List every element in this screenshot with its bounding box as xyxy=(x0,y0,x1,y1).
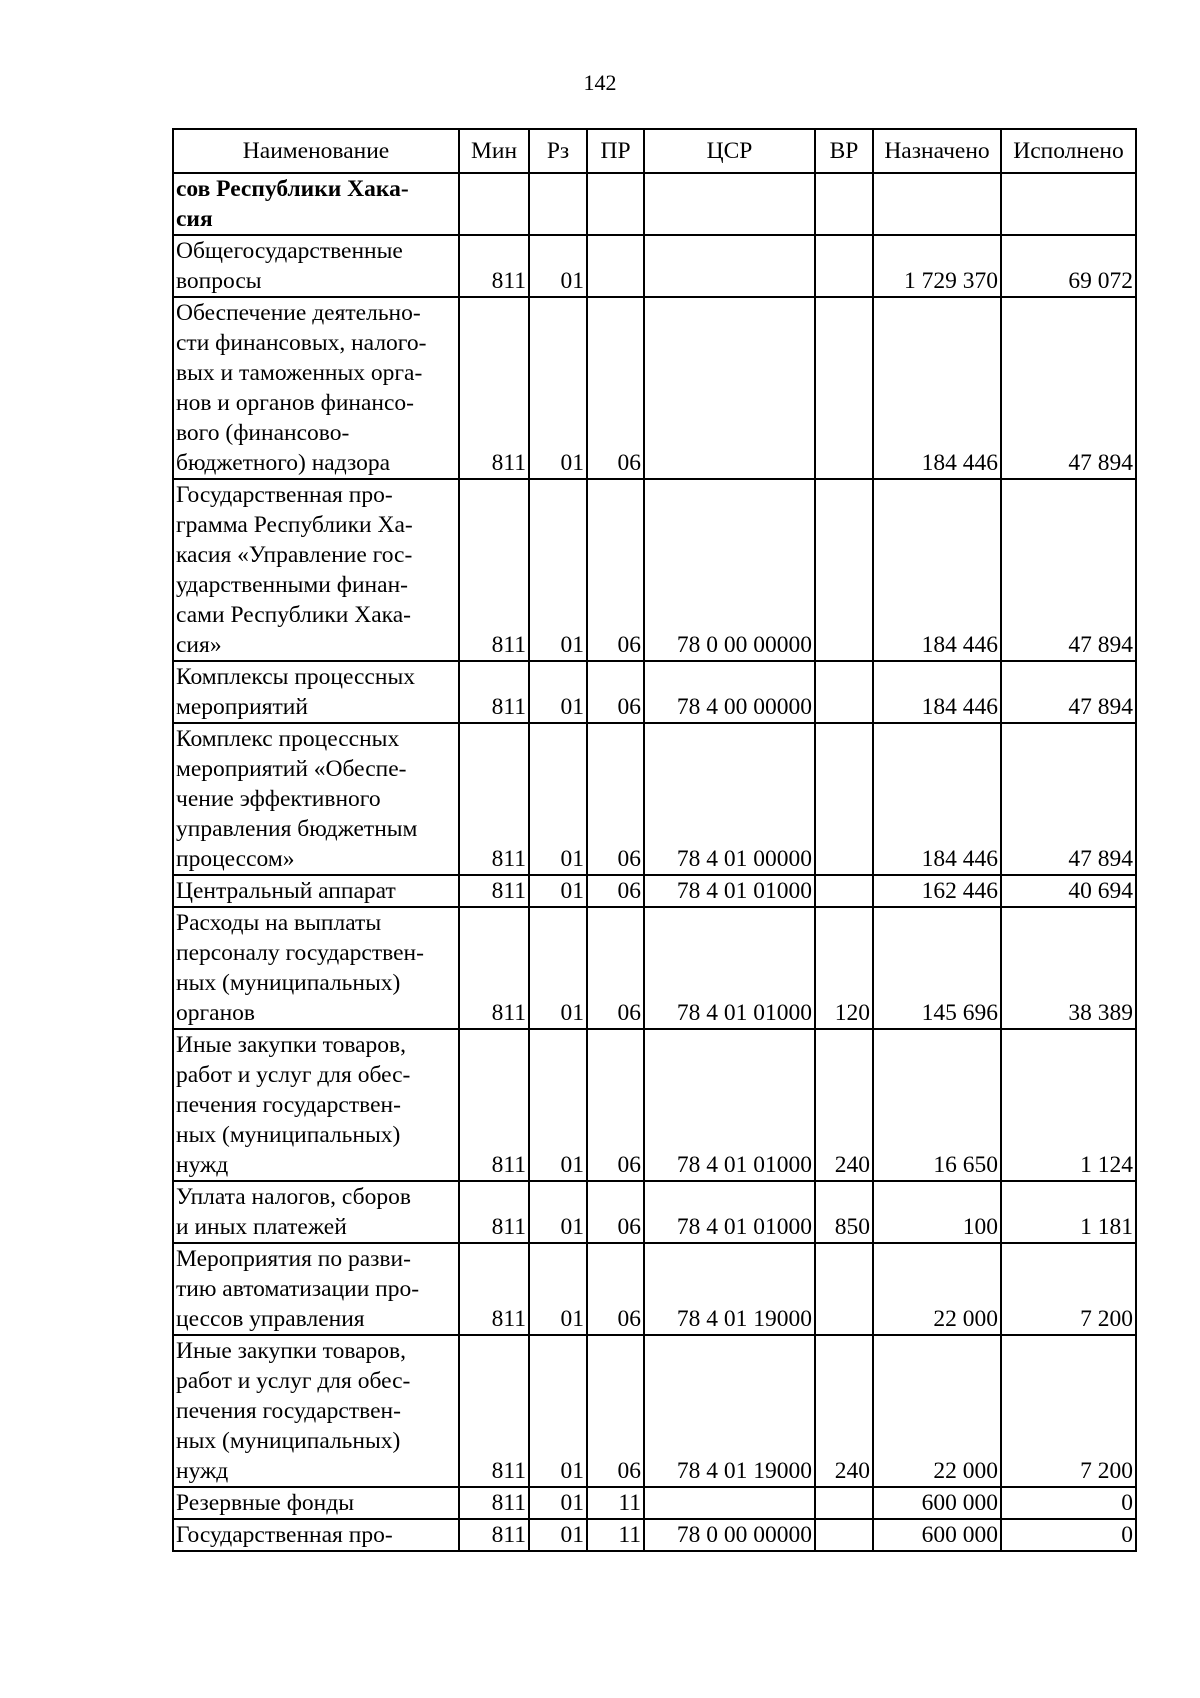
header-assigned: Назначено xyxy=(873,129,1001,173)
cell-csr: 78 0 00 00000 xyxy=(644,479,815,661)
cell-min: 811 xyxy=(459,1243,529,1335)
header-row xyxy=(173,129,1136,173)
header-executed: Исполнено xyxy=(1001,129,1136,173)
table-row xyxy=(173,1029,1136,1181)
table-row xyxy=(173,479,1136,661)
table-row xyxy=(173,875,1136,907)
cell-vr xyxy=(815,875,873,907)
cell-pr: 06 xyxy=(587,661,644,723)
cell-executed: 47 894 xyxy=(1001,297,1136,479)
cell-name: Мероприятия по разви- тию автоматизации про- цессов управления xyxy=(173,1243,459,1335)
table-row xyxy=(173,907,1136,1029)
table-row xyxy=(173,1335,1136,1487)
cell-vr xyxy=(815,723,873,875)
cell-vr xyxy=(815,1243,873,1335)
cell-pr xyxy=(587,235,644,297)
cell-name: сов Республики Хака- сия xyxy=(173,173,459,235)
cell-rz: 01 xyxy=(529,907,587,1029)
cell-pr: 06 xyxy=(587,479,644,661)
cell-name: Комплекс процессных мероприятий «Обеспе- чение эффективного управления бюджетным процессом» xyxy=(173,723,459,875)
cell-pr: 06 xyxy=(587,1243,644,1335)
cell-csr xyxy=(644,297,815,479)
table-row xyxy=(173,173,1136,235)
cell-min: 811 xyxy=(459,297,529,479)
cell-csr: 78 4 01 01000 xyxy=(644,907,815,1029)
cell-assigned: 100 xyxy=(873,1181,1001,1243)
cell-rz xyxy=(529,173,587,235)
header-name: Наименование xyxy=(173,129,459,173)
cell-pr: 06 xyxy=(587,1335,644,1487)
cell-name: Расходы на выплаты персоналу государствен- ных (муниципальных) органов xyxy=(173,907,459,1029)
cell-assigned: 184 446 xyxy=(873,661,1001,723)
cell-min: 811 xyxy=(459,479,529,661)
cell-executed: 1 124 xyxy=(1001,1029,1136,1181)
table-row xyxy=(173,297,1136,479)
cell-vr xyxy=(815,1487,873,1519)
cell-csr: 78 4 01 00000 xyxy=(644,723,815,875)
cell-csr xyxy=(644,173,815,235)
cell-vr xyxy=(815,661,873,723)
cell-executed: 7 200 xyxy=(1001,1243,1136,1335)
cell-csr: 78 0 00 00000 xyxy=(644,1519,815,1551)
cell-csr: 78 4 01 01000 xyxy=(644,1029,815,1181)
cell-vr: 120 xyxy=(815,907,873,1029)
cell-executed: 47 894 xyxy=(1001,479,1136,661)
header-vr: ВР xyxy=(815,129,873,173)
cell-csr: 78 4 01 19000 xyxy=(644,1243,815,1335)
cell-rz: 01 xyxy=(529,875,587,907)
cell-assigned: 22 000 xyxy=(873,1243,1001,1335)
cell-pr: 06 xyxy=(587,723,644,875)
table-row xyxy=(173,1243,1136,1335)
budget-table xyxy=(172,128,1137,1552)
cell-csr xyxy=(644,235,815,297)
cell-name: Центральный аппарат xyxy=(173,875,459,907)
cell-assigned xyxy=(873,173,1001,235)
table-row xyxy=(173,1181,1136,1243)
table-row xyxy=(173,235,1136,297)
cell-assigned: 1 729 370 xyxy=(873,235,1001,297)
cell-min: 811 xyxy=(459,1519,529,1551)
cell-vr xyxy=(815,479,873,661)
cell-vr: 850 xyxy=(815,1181,873,1243)
cell-min: 811 xyxy=(459,907,529,1029)
cell-executed: 47 894 xyxy=(1001,723,1136,875)
cell-rz: 01 xyxy=(529,297,587,479)
cell-pr xyxy=(587,173,644,235)
cell-min xyxy=(459,173,529,235)
cell-assigned: 184 446 xyxy=(873,297,1001,479)
cell-min: 811 xyxy=(459,235,529,297)
cell-name: Комплексы процессных мероприятий xyxy=(173,661,459,723)
cell-rz: 01 xyxy=(529,1243,587,1335)
cell-assigned: 600 000 xyxy=(873,1487,1001,1519)
cell-executed: 40 694 xyxy=(1001,875,1136,907)
cell-assigned: 184 446 xyxy=(873,723,1001,875)
cell-pr: 06 xyxy=(587,1029,644,1181)
cell-name: Общегосударственные вопросы xyxy=(173,235,459,297)
cell-csr: 78 4 01 01000 xyxy=(644,875,815,907)
cell-assigned: 16 650 xyxy=(873,1029,1001,1181)
cell-executed xyxy=(1001,173,1136,235)
cell-csr: 78 4 01 01000 xyxy=(644,1181,815,1243)
cell-vr: 240 xyxy=(815,1335,873,1487)
table-row xyxy=(173,1487,1136,1519)
table-body xyxy=(173,173,1136,1551)
cell-vr xyxy=(815,173,873,235)
cell-min: 811 xyxy=(459,1029,529,1181)
table-row xyxy=(173,661,1136,723)
cell-min: 811 xyxy=(459,875,529,907)
cell-min: 811 xyxy=(459,1181,529,1243)
header-min: Мин xyxy=(459,129,529,173)
cell-executed: 1 181 xyxy=(1001,1181,1136,1243)
cell-min: 811 xyxy=(459,723,529,875)
cell-name: Уплата налогов, сборов и иных платежей xyxy=(173,1181,459,1243)
cell-rz: 01 xyxy=(529,1181,587,1243)
cell-name: Иные закупки товаров, работ и услуг для обес- печения государствен- ных (муниципальных) нужд xyxy=(173,1029,459,1181)
cell-assigned: 184 446 xyxy=(873,479,1001,661)
cell-executed: 47 894 xyxy=(1001,661,1136,723)
cell-min: 811 xyxy=(459,1335,529,1487)
page-number: 142 xyxy=(583,70,617,95)
cell-rz: 01 xyxy=(529,479,587,661)
cell-name: Обеспечение деятельно- сти финансовых, налого- вых и таможенных орга- нов и органов финансо- вого (финансово- бюджетного) надзора xyxy=(173,297,459,479)
cell-executed: 0 xyxy=(1001,1519,1136,1551)
cell-rz: 01 xyxy=(529,723,587,875)
cell-name: Государственная про- xyxy=(173,1519,459,1551)
cell-assigned: 600 000 xyxy=(873,1519,1001,1551)
cell-csr: 78 4 00 00000 xyxy=(644,661,815,723)
cell-rz: 01 xyxy=(529,661,587,723)
cell-pr: 06 xyxy=(587,875,644,907)
cell-min: 811 xyxy=(459,1487,529,1519)
cell-name: Иные закупки товаров, работ и услуг для обес- печения государствен- ных (муниципальных) нужд xyxy=(173,1335,459,1487)
cell-pr: 11 xyxy=(587,1487,644,1519)
cell-rz: 01 xyxy=(529,1519,587,1551)
cell-executed: 38 389 xyxy=(1001,907,1136,1029)
header-rz: Рз xyxy=(529,129,587,173)
cell-min: 811 xyxy=(459,661,529,723)
cell-vr xyxy=(815,235,873,297)
cell-assigned: 145 696 xyxy=(873,907,1001,1029)
cell-pr: 06 xyxy=(587,1181,644,1243)
cell-assigned: 22 000 xyxy=(873,1335,1001,1487)
cell-assigned: 162 446 xyxy=(873,875,1001,907)
header-csr: ЦСР xyxy=(644,129,815,173)
cell-rz: 01 xyxy=(529,1487,587,1519)
cell-vr: 240 xyxy=(815,1029,873,1181)
cell-vr xyxy=(815,297,873,479)
cell-pr: 06 xyxy=(587,297,644,479)
cell-executed: 69 072 xyxy=(1001,235,1136,297)
cell-pr: 11 xyxy=(587,1519,644,1551)
cell-rz: 01 xyxy=(529,235,587,297)
cell-csr xyxy=(644,1487,815,1519)
cell-csr: 78 4 01 19000 xyxy=(644,1335,815,1487)
table-row xyxy=(173,723,1136,875)
header-pr: ПР xyxy=(587,129,644,173)
cell-rz: 01 xyxy=(529,1029,587,1181)
cell-name: Резервные фонды xyxy=(173,1487,459,1519)
table-row xyxy=(173,1519,1136,1551)
cell-executed: 0 xyxy=(1001,1487,1136,1519)
cell-vr xyxy=(815,1519,873,1551)
cell-pr: 06 xyxy=(587,907,644,1029)
cell-executed: 7 200 xyxy=(1001,1335,1136,1487)
cell-name: Государственная про- грамма Республики Ха- касия «Управление гос- ударственными финан- сами Республики Хака- сия» xyxy=(173,479,459,661)
cell-rz: 01 xyxy=(529,1335,587,1487)
